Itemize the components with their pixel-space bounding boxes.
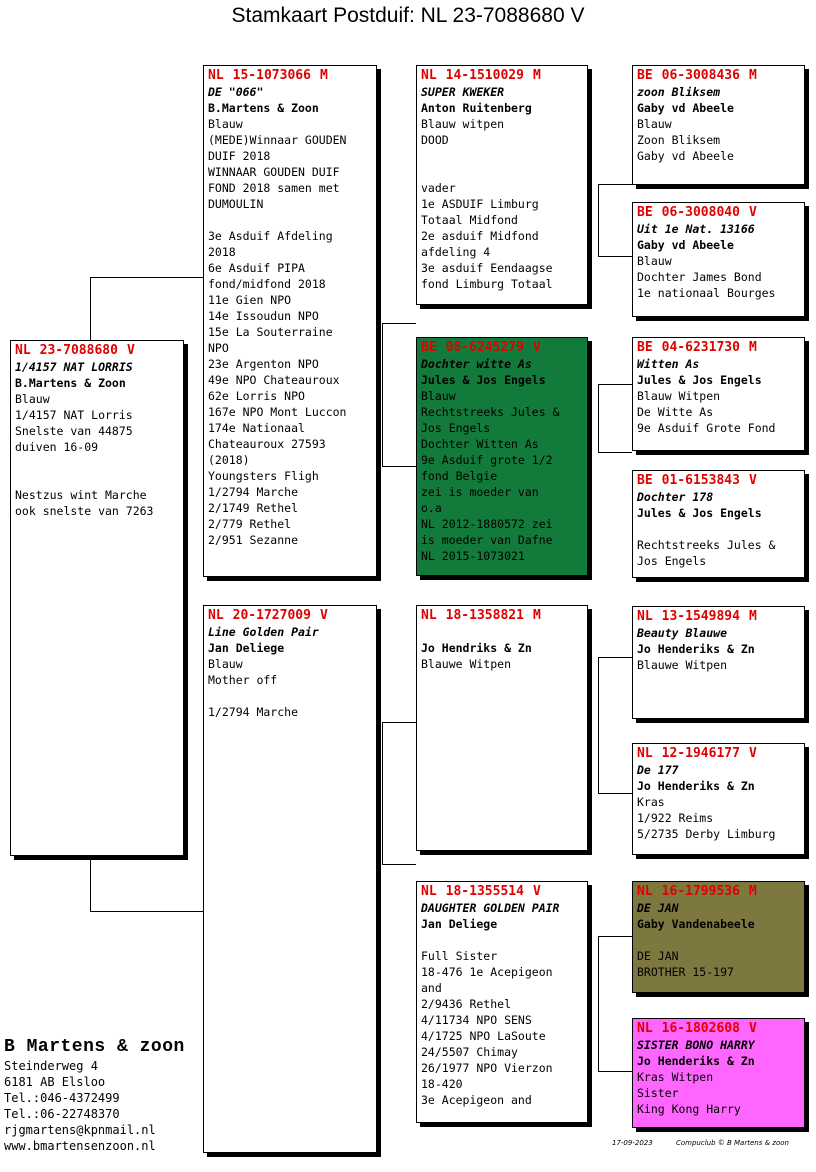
pedigree-line: vader — [421, 181, 456, 195]
pigeon-name: 1/4157 NAT LORRIS — [15, 360, 133, 374]
ring-digits: 18-1355514 — [445, 884, 524, 899]
pedigree-line: 24/5507 Chimay — [421, 1045, 518, 1059]
ring-number — [637, 472, 800, 489]
ring-digits: 14-1510029 — [445, 68, 524, 83]
pigeon-name: SUPER KWEKER — [421, 85, 505, 99]
footer-credit: Compuclub © B Martens & zoon — [676, 1139, 789, 1147]
ring-country: BE — [637, 473, 653, 488]
pedigree-line: Dochter Witten As — [421, 437, 539, 451]
pedigree-line: 9e Asduif Grote Fond — [637, 421, 776, 435]
pigeon-name: DE "066" — [208, 85, 264, 99]
breeder-name: B.Martens & Zoon — [15, 376, 126, 390]
breeder-name: Jan Deliege — [421, 917, 498, 931]
sex-code: M — [748, 609, 757, 624]
pedigree-line: Snelste van 44875 — [15, 424, 133, 438]
ring-country: NL — [15, 343, 31, 358]
pedigree-line: 6e Asduif PIPA — [208, 261, 305, 275]
pedigree-line — [421, 164, 583, 180]
connector-line — [598, 256, 632, 257]
pedigree-line: Totaal Midfond — [421, 213, 518, 227]
connector-line — [598, 936, 632, 937]
ring-number — [637, 608, 800, 625]
pedigree-line — [637, 521, 800, 537]
connector-line — [598, 452, 632, 453]
pedigree-line — [421, 148, 583, 164]
pedigree-line — [208, 688, 372, 704]
breeder-name: B.Martens & Zoon — [208, 101, 319, 115]
pigeon-card-sss[interactable] — [632, 65, 805, 185]
sex-code: V — [748, 473, 757, 488]
connector-line — [90, 277, 203, 278]
ring-country: NL — [637, 884, 653, 899]
connector-line — [382, 323, 416, 324]
breeder-name: Jo Hendriks & Zn — [421, 641, 532, 655]
breeder-name: Jules & Jos Engels — [637, 506, 762, 520]
ring-digits: 16-1802608 — [661, 1021, 740, 1036]
connector-line — [90, 277, 91, 340]
pedigree-line: Blauw Witpen — [637, 389, 721, 403]
breeder-name: Gaby Vandenabeele — [637, 917, 755, 931]
pedigree-line: Blauw witpen — [421, 117, 505, 131]
ring-number — [421, 339, 583, 356]
owner-block — [4, 1036, 185, 1154]
pigeon-card-dss[interactable] — [632, 606, 805, 719]
connector-line — [382, 864, 416, 865]
pedigree-line — [208, 212, 372, 228]
pedigree-line: fond Limburg Totaal — [421, 277, 553, 291]
pedigree-line: and — [421, 981, 442, 995]
connector-line — [598, 184, 632, 185]
connector-line — [598, 657, 632, 658]
pedigree-line: Blauwe Witpen — [637, 658, 728, 672]
pedigree-line: 2e asduif Midfond — [421, 229, 539, 243]
ring-country: NL — [637, 1021, 653, 1036]
ring-digits: 04-6231730 — [661, 340, 740, 355]
pedigree-line: 174e Nationaal — [208, 421, 305, 435]
sex-code: V — [126, 343, 135, 358]
pedigree-line: 4/11734 NPO SENS — [421, 1013, 532, 1027]
pigeon-name: Uit 1e Nat. 13166 — [637, 222, 755, 236]
connector-line — [90, 850, 91, 912]
ring-digits: 06-3008436 — [661, 68, 740, 83]
owner-website[interactable]: www.bmartensenzoon.nl — [4, 1139, 156, 1153]
connector-line — [382, 722, 416, 723]
pigeon-name: DAUGHTER GOLDEN PAIR — [421, 901, 560, 915]
pedigree-line: is moeder van Dafne — [421, 533, 553, 547]
pedigree-line: Blauw — [421, 389, 456, 403]
breeder-name: Gaby vd Abeele — [637, 238, 734, 252]
sex-code: M — [532, 68, 541, 83]
pedigree-line: 14e Issoudun NPO — [208, 309, 319, 323]
sex-code: V — [319, 608, 328, 623]
pigeon-name: zoon Bliksem — [637, 85, 721, 99]
pigeon-card-ssd[interactable] — [632, 202, 805, 317]
pedigree-line: Kras — [637, 795, 665, 809]
owner-street: Steinderweg 4 — [4, 1059, 98, 1073]
ring-number — [421, 883, 583, 900]
breeder-name: Jo Henderiks & Zn — [637, 779, 755, 793]
pigeon-card-ddd[interactable] — [632, 1018, 805, 1128]
pedigree-line: Rechtstreeks Jules & — [421, 405, 560, 419]
pedigree-line: FOND 2018 samen met — [208, 181, 340, 195]
sex-code: V — [532, 884, 541, 899]
pedigree-line: (2018) — [208, 453, 250, 467]
breeder-name: Jan Deliege — [208, 641, 285, 655]
pedigree-line — [15, 471, 179, 487]
ring-digits: 15-1073066 — [232, 68, 311, 83]
ring-digits: 18-1358821 — [445, 608, 524, 623]
pedigree-line: King Kong Harry — [637, 1102, 741, 1116]
ring-country: NL — [208, 68, 224, 83]
pedigree-line: 2018 — [208, 245, 236, 259]
pigeon-card-dds[interactable] — [632, 881, 805, 993]
ring-digits: 12-1946177 — [661, 746, 740, 761]
pedigree-line: 1/2794 Marche — [208, 485, 299, 499]
ring-number — [637, 883, 800, 900]
breeder-name: Jo Henderiks & Zn — [637, 1054, 755, 1068]
pedigree-line: Jos Engels — [421, 421, 491, 435]
connector-line — [382, 323, 383, 467]
pedigree-line: 167e NPO Mont Luccon — [208, 405, 347, 419]
pedigree-line: WINNAAR GOUDEN DUIF — [208, 165, 340, 179]
pedigree-line: 15e La Souterraine — [208, 325, 333, 339]
pedigree-line: afdeling 4 — [421, 245, 491, 259]
pedigree-line: Kras Witpen — [637, 1070, 714, 1084]
ring-number — [637, 1020, 800, 1037]
pedigree-line: 11e Gien NPO — [208, 293, 292, 307]
pedigree-line: 1e ASDUIF Limburg — [421, 197, 539, 211]
pedigree-line: BROTHER 15-197 — [637, 965, 734, 979]
pigeon-name: DE JAN — [637, 901, 679, 915]
pedigree-line: DOOD — [421, 133, 449, 147]
pedigree-line: 26/1977 NPO Vierzon — [421, 1061, 553, 1075]
pedigree-line: De Witte As — [637, 405, 714, 419]
sex-code: V — [748, 1021, 757, 1036]
pedigree-line — [421, 932, 583, 948]
owner-phone-2: Tel.:06-22748370 — [4, 1107, 120, 1121]
pedigree-line: Blauwe Witpen — [421, 657, 512, 671]
pedigree-line: 1e nationaal Bourges — [637, 286, 776, 300]
footer-date: 17-09-2023 — [612, 1139, 653, 1147]
pigeon-name: Dochter 178 — [637, 490, 714, 504]
pedigree-line: Full Sister — [421, 949, 498, 963]
pedigree-line: Blauw — [15, 392, 50, 406]
breeder-name: Jules & Jos Engels — [421, 373, 546, 387]
pedigree-line: o.a — [421, 501, 442, 515]
connector-line — [598, 1071, 632, 1072]
connector-line — [598, 657, 599, 794]
pedigree-line: 18-476 1e Acepigeon — [421, 965, 553, 979]
pedigree-line: ook snelste van 7263 — [15, 504, 154, 518]
ring-country: BE — [637, 340, 653, 355]
owner-name: B Martens & zoon — [4, 1037, 185, 1057]
connector-line — [598, 184, 599, 257]
pedigree-line: Blauw — [637, 117, 672, 131]
pigeon-card-subject[interactable] — [10, 340, 184, 856]
pedigree-line: Blauw — [208, 657, 243, 671]
pedigree-line: Jos Engels — [637, 554, 707, 568]
pedigree-line: 18-420 — [421, 1077, 463, 1091]
pigeon-name: Line Golden Pair — [208, 625, 319, 639]
pedigree-line: Rechtstreeks Jules & — [637, 538, 776, 552]
sex-code: V — [748, 746, 757, 761]
pedigree-line: 2/779 Rethel — [208, 517, 292, 531]
ring-number — [208, 607, 372, 624]
breeder-name: Anton Ruitenberg — [421, 101, 532, 115]
ring-digits: 13-1549894 — [661, 609, 740, 624]
ring-number — [421, 607, 583, 624]
pedigree-line: 2/951 Sezanne — [208, 533, 299, 547]
pigeon-name — [421, 624, 583, 640]
pigeon-name: Witten As — [637, 357, 700, 371]
pedigree-line: 2/1749 Rethel — [208, 501, 299, 515]
pedigree-line: 62e Lorris NPO — [208, 389, 305, 403]
pigeon-name: SISTER BONO HARRY — [637, 1038, 755, 1052]
ring-digits: 08-6245279 — [445, 340, 524, 355]
pedigree-line: (MEDE)Winnaar GOUDEN — [208, 133, 347, 147]
pedigree-line: 1/922 Reims — [637, 811, 714, 825]
pigeon-card-sds[interactable] — [632, 337, 805, 451]
pedigree-line: Youngsters Fligh — [208, 469, 319, 483]
pedigree-line: NPO — [208, 341, 229, 355]
connector-line — [598, 384, 599, 453]
sex-code: M — [532, 608, 541, 623]
pedigree-line: fond Belgie — [421, 469, 498, 483]
page-title: Stamkaart Postduif: NL 23-7088680 V — [231, 4, 585, 27]
ring-digits: 01-6153843 — [661, 473, 740, 488]
pedigree-line: 1/4157 NAT Lorris — [15, 408, 133, 422]
pigeon-card-sdd[interactable] — [632, 470, 805, 578]
ring-country: NL — [421, 608, 437, 623]
pedigree-line: fond/midfond 2018 — [208, 277, 326, 291]
pedigree-line: Gaby vd Abeele — [637, 149, 734, 163]
pedigree-line: 5/2735 Derby Limburg — [637, 827, 776, 841]
connector-line — [382, 466, 416, 467]
pedigree-line: Chateauroux 27593 — [208, 437, 326, 451]
breeder-name: Jo Henderiks & Zn — [637, 642, 755, 656]
pedigree-line — [15, 455, 179, 471]
pedigree-line: duiven 16-09 — [15, 440, 99, 454]
ring-country: BE — [637, 205, 653, 220]
pedigree-line: Mother off — [208, 673, 278, 687]
pedigree-line: Zoon Bliksem — [637, 133, 721, 147]
ring-country: NL — [421, 68, 437, 83]
ring-country: BE — [421, 340, 437, 355]
pedigree-line: 23e Argenton NPO — [208, 357, 319, 371]
pedigree-line: 2/9436 Rethel — [421, 997, 512, 1011]
ring-digits: 06-3008040 — [661, 205, 740, 220]
ring-digits: 23-7088680 — [39, 343, 118, 358]
pigeon-card-dam-dam[interactable] — [416, 881, 588, 1123]
ring-number — [637, 339, 800, 356]
pedigree-line: 3e Acepigeon and — [421, 1093, 532, 1107]
ring-number — [15, 342, 179, 359]
pigeon-card-dam[interactable] — [203, 605, 377, 1153]
pedigree-line: 49e NPO Chateauroux — [208, 373, 340, 387]
pedigree-line: 4/1725 NPO LaSoute — [421, 1029, 546, 1043]
pedigree-line: Blauw — [208, 117, 243, 131]
pedigree-line: 1/2794 Marche — [208, 705, 299, 719]
pigeon-name: Dochter witte As — [421, 357, 532, 371]
pedigree-line: zei is moeder van — [421, 485, 539, 499]
ring-country: NL — [637, 746, 653, 761]
pigeon-name: Beauty Blauwe — [637, 626, 728, 640]
sex-code: M — [748, 68, 757, 83]
ring-country: NL — [421, 884, 437, 899]
sex-code: M — [748, 884, 757, 899]
sex-code: V — [748, 205, 757, 220]
pigeon-card-dam-sire[interactable] — [416, 605, 588, 851]
sex-code: M — [319, 68, 328, 83]
pedigree-line: 3e Asduif Afdeling — [208, 229, 333, 243]
pedigree-line: NL 2015-1073021 — [421, 549, 525, 563]
ring-number — [208, 67, 372, 84]
pedigree-line: Nestzus wint Marche — [15, 488, 147, 502]
ring-digits: 20-1727009 — [232, 608, 311, 623]
pigeon-card-dsd[interactable] — [632, 743, 805, 855]
pedigree-line — [637, 932, 800, 948]
ring-number — [637, 745, 800, 762]
breeder-name: Jules & Jos Engels — [637, 373, 762, 387]
pigeon-card-sire-sire[interactable] — [416, 65, 588, 305]
pigeon-name: De 177 — [637, 763, 679, 777]
owner-email[interactable]: rjgmartens@kpnmail.nl — [4, 1123, 156, 1137]
ring-number — [637, 67, 800, 84]
ring-country: NL — [208, 608, 224, 623]
pedigree-line: DUMOULIN — [208, 197, 264, 211]
owner-city: 6181 AB Elsloo — [4, 1075, 106, 1089]
pedigree-line: Sister — [637, 1086, 679, 1100]
connector-line — [90, 911, 203, 912]
connector-line — [598, 384, 632, 385]
ring-number — [421, 67, 583, 84]
connector-line — [598, 936, 599, 1072]
ring-digits: 16-1799536 — [661, 884, 740, 899]
pigeon-card-sire[interactable] — [203, 65, 377, 577]
pedigree-line: DE JAN — [637, 949, 679, 963]
ring-country: NL — [637, 609, 653, 624]
pedigree-line: Blauw — [637, 254, 672, 268]
pedigree-line: NL 2012-1880572 zei — [421, 517, 553, 531]
ring-country: BE — [637, 68, 653, 83]
pedigree-line: Dochter James Bond — [637, 270, 762, 284]
connector-line — [382, 722, 383, 865]
ring-number — [637, 204, 800, 221]
pedigree-line: 9e Asduif grote 1/2 — [421, 453, 553, 467]
sex-code: V — [532, 340, 541, 355]
sex-code: M — [748, 340, 757, 355]
pedigree-line: 3e asduif Eendaagse — [421, 261, 553, 275]
pedigree-line: DUIF 2018 — [208, 149, 271, 163]
breeder-name: Gaby vd Abeele — [637, 101, 734, 115]
pigeon-card-sire-dam[interactable] — [416, 337, 588, 576]
connector-line — [598, 793, 632, 794]
owner-phone-1: Tel.:046-4372499 — [4, 1091, 120, 1105]
